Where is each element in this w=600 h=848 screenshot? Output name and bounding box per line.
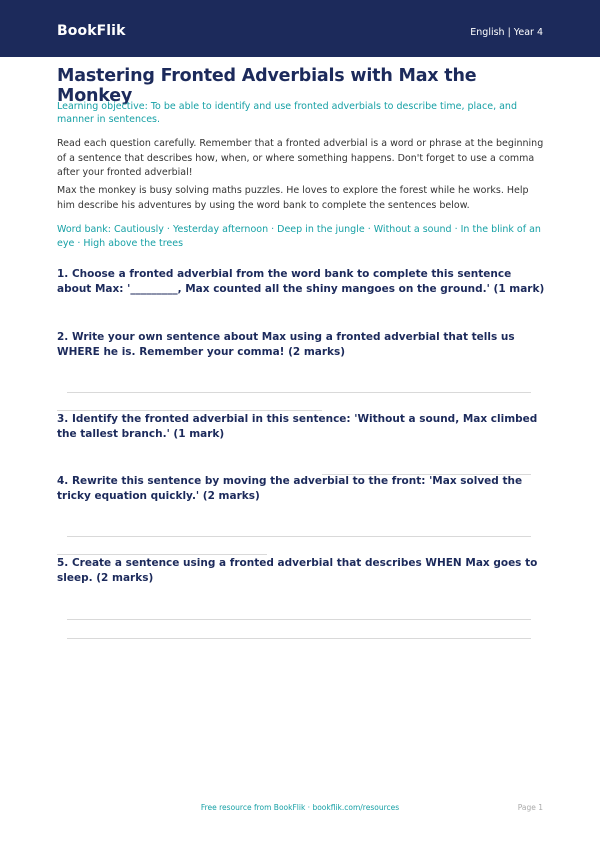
page-number: Page 1 bbox=[517, 803, 543, 812]
answer-line bbox=[57, 410, 322, 411]
subject-year-label: English | Year 4 bbox=[470, 27, 543, 38]
word-bank: Word bank: Cautiously · Yesterday afternoon · Deep in the jungle · Without a sound · In the blink of an eye · High above the trees bbox=[57, 224, 541, 249]
question-4: 4. Rewrite this sentence by moving the adverbial to the front: 'Max solved the tricky equation quickly.' (2 marks) bbox=[57, 475, 523, 502]
header-bar bbox=[0, 0, 600, 57]
answer-line bbox=[67, 536, 531, 537]
question-2: 2. Write your own sentence about Max using a fronted adverbial that tells us WHERE he is. Remember your comma! (2 marks) bbox=[57, 331, 515, 358]
instructions-text: Read each question carefully. Remember that a fronted adverbial is a word or phrase at the beginning of a sentence that describes how, when, or where something happens. Don't forget to use a comma after your fronted adverbial! bbox=[57, 138, 544, 178]
answer-line bbox=[67, 619, 531, 620]
story-text: Max the monkey is busy solving maths puzzles. He loves to explore the forest while he works. Help him describe his adventures by using the word bank to complete the sentences below. bbox=[57, 185, 529, 211]
page-title: Mastering Fronted Adverbials with Max the Monkey bbox=[57, 66, 477, 106]
footer-resource-link[interactable]: Free resource from BookFlik · bookflik.com/resources bbox=[200, 803, 400, 812]
answer-line bbox=[67, 638, 531, 639]
brand-logo: BookFlik bbox=[57, 23, 126, 39]
learning-objective: Learning objective: To be able to identify and use fronted adverbials to describe time, place, and manner in sentences. bbox=[57, 101, 517, 125]
question-5: 5. Create a sentence using a fronted adverbial that describes WHEN Max goes to sleep. (2 marks) bbox=[57, 557, 538, 584]
question-1: 1. Choose a fronted adverbial from the word bank to complete this sentence about Max: '_________, Max counted all the shiny mangoes on the ground.' (1 mark) bbox=[57, 268, 545, 295]
answer-line bbox=[67, 392, 531, 393]
answer-line bbox=[57, 554, 267, 555]
question-3: 3. Identify the fronted adverbial in this sentence: 'Without a sound, Max climbed the tallest branch.' (1 mark) bbox=[57, 413, 538, 440]
